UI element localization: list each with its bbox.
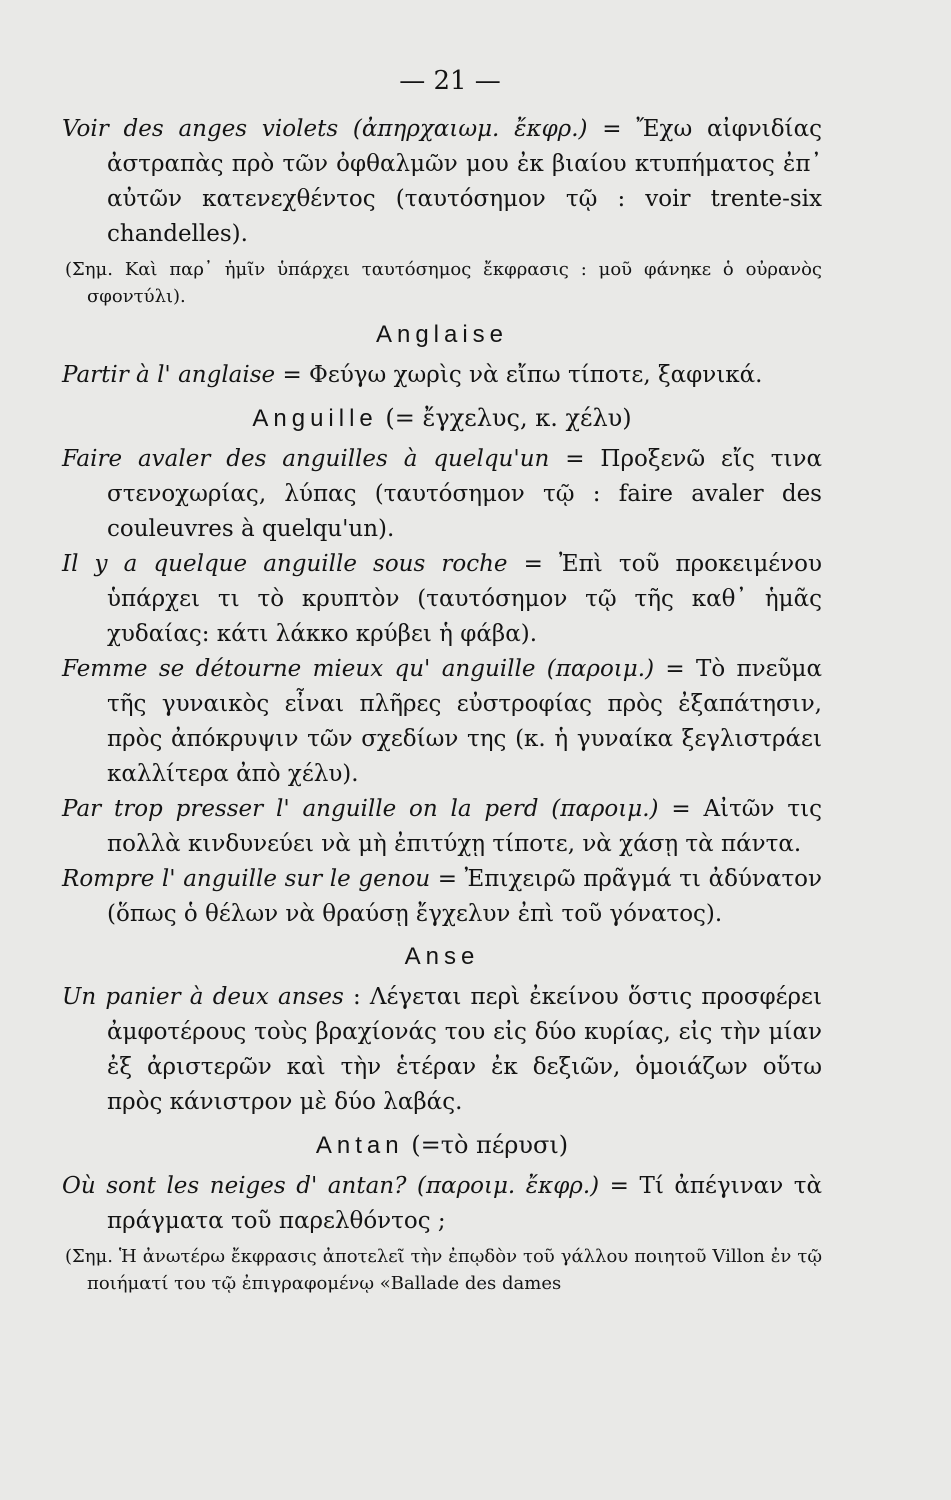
french-idiom: Il y a quelque anguille sous roche — [62, 551, 508, 577]
french-idiom: Voir des anges violets (ἀπηρχαιωμ. ἔκφρ.) — [62, 116, 588, 142]
heading-word: Anglaise — [375, 321, 509, 348]
heading-gloss: (=τὸ πέρυσι) — [403, 1131, 569, 1159]
greek-definition: = Ἔχω αἰφνιδίας ἀστραπὰς πρὸ τῶν ὀφθαλμῶν μου ἐκ βιαίου κτυπήματος ἐπ᾽ αὐτῶν κατενεχθέντος (ταυτόσημον τῷ : voir trente-six chandelles). — [107, 116, 822, 247]
greek-definition: = Προξενῶ εἴς τινα στενοχωρίας, λύπας (ταυτόσημον τῷ : faire avaler des couleuvres à quelqu'un). — [107, 446, 823, 542]
idiom-entry — [62, 442, 822, 547]
page-body — [62, 112, 822, 1297]
greek-definition: = Φεύγω χωρὶς νὰ εἴπω τίποτε, ξαφνικά. — [275, 362, 763, 388]
footnote: (Σημ. Καὶ παρ᾽ ἡμῖν ὑπάρχει ταυτόσημος ἔκφρασις : μοῦ φάνηκε ὁ οὐρανὸς σφοντύλι). — [65, 259, 822, 307]
idiom-entry — [62, 980, 822, 1120]
idiom-entry — [62, 862, 822, 932]
french-idiom: Par trop presser l' anguille on la perd (παροιμ.) — [62, 796, 659, 822]
greek-definition: = Τὸ πνεῦμα τῆς γυναικὸς εἶναι πλῆρες εὐστροφίας πρὸς ἐξαπάτησιν, πρὸς ἀπόκρυψιν τῶν σχεδίων της (κ. ἡ γυναίκα ξεγλιστράει καλλίτερα ἀπὸ χέλυ). — [107, 656, 822, 787]
section-heading — [62, 938, 822, 976]
idiom-entry — [62, 652, 822, 792]
section-heading — [62, 316, 822, 354]
idiom-entry — [62, 358, 822, 393]
greek-definition: = Τί ἀπέγιναν τὰ πράγματα τοῦ παρελθόντος ; — [107, 1173, 822, 1234]
section-heading — [62, 399, 822, 438]
french-idiom: Faire avaler des anguilles à quelqu'un — [62, 446, 550, 472]
heading-word: Antan — [315, 1132, 404, 1159]
idiom-entry — [62, 792, 822, 862]
french-idiom: Partir à l' anglaise — [62, 362, 276, 388]
idiom-entry — [62, 1169, 822, 1239]
french-idiom: Femme se détourne mieux qu' anguille (παροιμ.) — [62, 656, 655, 682]
greek-definition: = Αἰτῶν τις πολλὰ κινδυνεύει νὰ μὴ ἐπιτύχῃ τίποτε, νὰ χάσῃ τὰ πάντα. — [107, 796, 822, 857]
page-number: — 21 — — [399, 66, 501, 96]
french-idiom: Où sont les neiges d' antan? (παροιμ. ἔκφρ.) — [62, 1173, 600, 1199]
french-idiom: Rompre l' anguille sur le genou — [62, 866, 431, 892]
greek-definition: = Ἐπὶ τοῦ προκειμένου ὑπάρχει τι τὸ κρυπτὸν (ταυτόσημον τῷ τῆς καθ᾽ ἡμᾶς χυδαίας: κάτι λάκκο κρύβει ἡ φάβα). — [107, 551, 822, 647]
footnote: (Σημ. Ἡ ἀνωτέρω ἔκφρασις ἀποτελεῖ τὴν ἐπῳδὸν τοῦ γάλλου ποιητοῦ Villon ἐν τῷ ποιήματί του τῷ ἐπιγραφομένῳ «Ballade des dames — [65, 1246, 822, 1294]
french-idiom: Un panier à deux anses — [62, 984, 344, 1010]
heading-word: Anguille — [252, 405, 378, 432]
heading-gloss: (= ἔγχελυς, κ. χέλυ) — [377, 404, 632, 432]
greek-definition: = Ἐπιχειρῶ πρᾶγμά τι ἀδύνατον (ὅπως ὁ θέλων νὰ θραύσῃ ἔγχελυν ἐπὶ τοῦ γόνατος). — [107, 866, 822, 927]
greek-definition: : Λέγεται περὶ ἐκείνου ὅστις προσφέρει ἀμφοτέρους τοὺς βραχίονάς του εἰς δύο κυρίας, εἰς τὴν μίαν ἐξ ἀριστερῶν καὶ τὴν ἑτέραν ἐκ δεξιῶν, ὁμοιάζων οὕτω πρὸς κάνιστρον μὲ δύο λαβάς. — [107, 984, 822, 1115]
section-heading — [62, 1126, 822, 1165]
idiom-entry — [62, 112, 822, 252]
idiom-entry — [62, 547, 822, 652]
heading-word: Anse — [404, 943, 480, 970]
